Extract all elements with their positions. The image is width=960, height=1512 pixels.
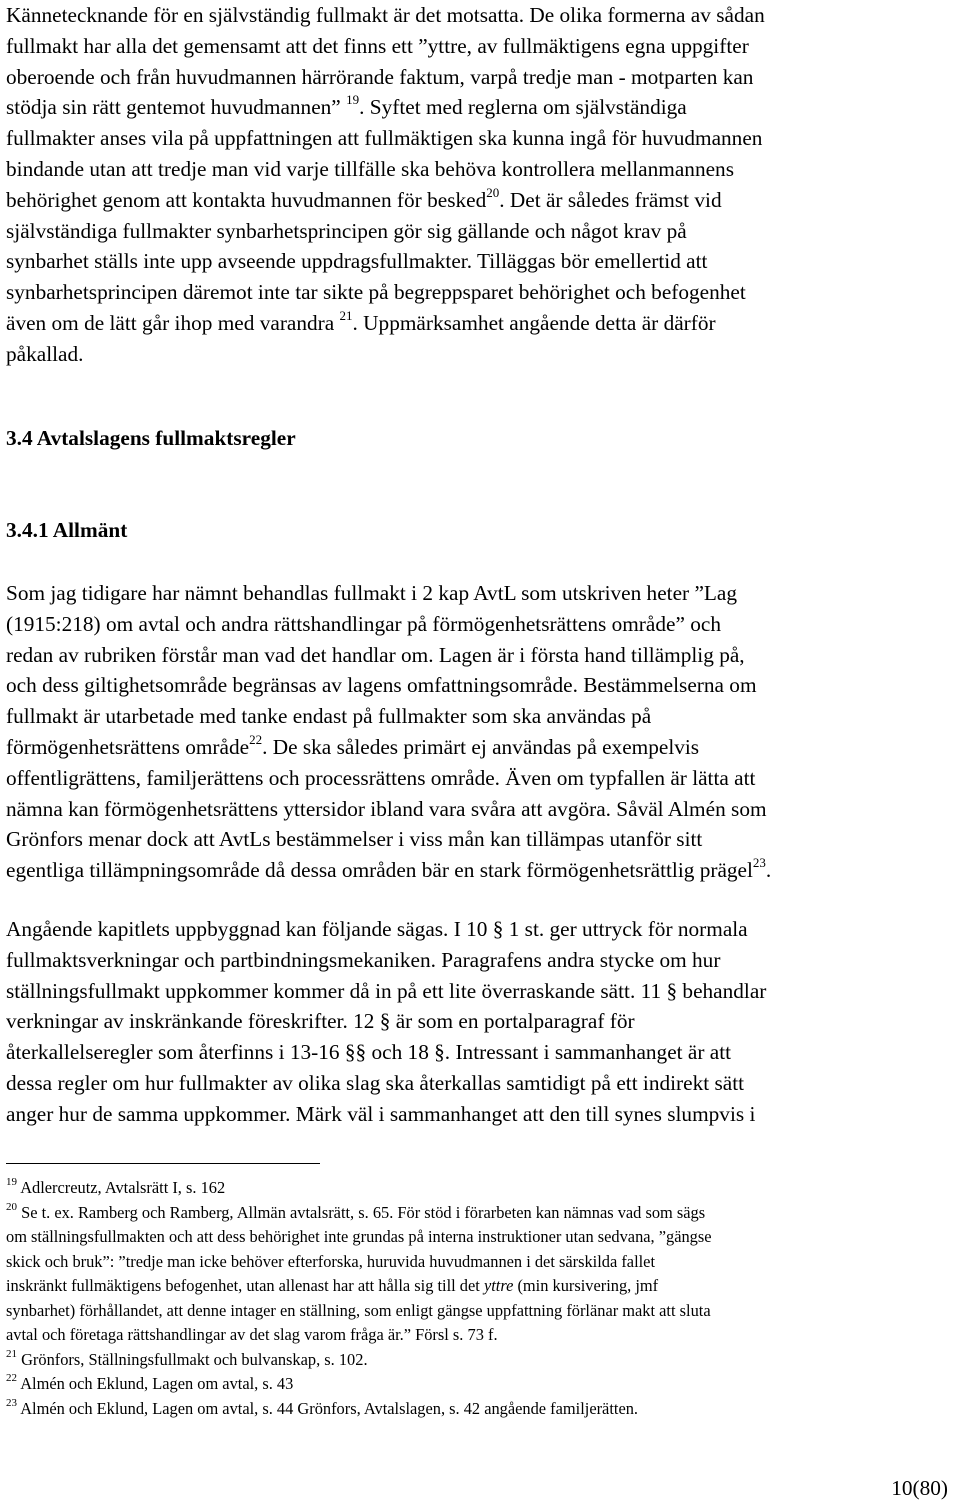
- text-segment: . Uppmärksamhet angående detta är därför: [352, 310, 716, 335]
- text-segment: . De ska således primärt ej användas på exempelvis: [262, 734, 700, 759]
- text-segment: egentliga tillämpningsområde då dessa områden bär en stark förmögenhetsrättlig prägel: [6, 858, 753, 883]
- text-line: synbarhet ställs inte upp avseende uppdragsfullmakter. Tilläggas bör emellertid att: [6, 249, 708, 274]
- text-segment: . Det är således främst vid: [499, 187, 722, 212]
- text-line: [6, 308, 954, 339]
- text-line: oberoende och från huvudmannen härrörande faktum, varpå tredje man - motparten kan: [6, 64, 754, 89]
- footnote-number: 20: [6, 1200, 17, 1213]
- text-line: Grönfors menar dock att AvtLs bestämmelser i viss mån kan tillämpas utanför sitt: [6, 827, 703, 852]
- footnote-text: (min kursivering, jmf: [513, 1276, 659, 1295]
- text-line: och dess giltighetsområde begränsas av lagens omfattningsområde. Bestämmelserna om: [6, 673, 757, 698]
- text-line: (1915:218) om avtal och andra rättshandlingar på förmögenhetsrättens område” och: [6, 611, 721, 636]
- text-line: påkallad.: [6, 341, 84, 366]
- text-line: [6, 732, 954, 763]
- footnote-text: Adlercreutz, Avtalsrätt I, s. 162: [17, 1178, 226, 1197]
- text-segment: förmögenhetsrättens område: [6, 734, 250, 759]
- footnote-19: [6, 1176, 956, 1201]
- text-line: fullmaktsverkningar och partbindningsmekaniken. Paragrafens andra stycke om hur: [6, 947, 721, 972]
- text-line: nämna kan förmögenhetsrättens yttersidor ibland vara svåra att avgöra. Såväl Almén som: [6, 796, 767, 821]
- paragraph-avtl-scope: [6, 578, 954, 886]
- page-number: 10(80): [891, 1476, 948, 1500]
- footnote-text: Se t. ex. Ramberg och Ramberg, Allmän avtalsrätt, s. 65. För stöd i förarbeten kan nämnas vad som sägs: [17, 1202, 706, 1222]
- footnote-number: 22: [6, 1372, 17, 1384]
- text-line: dessa regler om hur fullmakter av olika slag ska återkallas samtidigt på ett indirekt sätt: [6, 1070, 745, 1095]
- footnote-ref-23: 23: [752, 855, 766, 871]
- text-segment: behörighet genom att kontakta huvudmannen för besked: [6, 187, 487, 212]
- text-line: bindande utan att tredje man vid varje tillfälle ska behöva kontrollera mellanmannens: [6, 156, 734, 181]
- text-line: synbarhetsprincipen däremot inte tar sikte på begreppsparet behörighet och befogenhet: [6, 280, 746, 305]
- text-line: redan av rubriken förstår man vad det handlar om. Lagen är i första hand tillämplig på,: [6, 642, 745, 667]
- text-segment: . Syftet med reglerna om självständiga: [359, 95, 687, 120]
- text-line: Angående kapitlets uppbyggnad kan följande sägas. I 10 § 1 st. ger uttryck för normala: [6, 917, 748, 941]
- text-line: anger hur de samma uppkommer. Märk väl i sammanhanget att den till synes slumpvis i: [6, 1101, 756, 1126]
- footnote-number: 23: [6, 1396, 17, 1409]
- footnote-22: [6, 1372, 956, 1397]
- text-segment: .: [765, 858, 772, 883]
- text-line: [6, 855, 954, 886]
- text-line: återkallelseregler som återfinns i 13-16 §§ och 18 §. Intressant i sammanhanget är att: [6, 1040, 732, 1065]
- footnote-20-continued: avtal och företaga rättshandlingar av det slag varom fråga är.” Försl s. 73 f.: [6, 1325, 498, 1344]
- text-line: offentligrättens, familjerättens och processrättens område. Även om typfallen är lätta att: [6, 765, 756, 790]
- footnote-23: [6, 1397, 956, 1422]
- footnote-text: Grönfors, Ställningsfullmakt och bulvanskap, s. 102.: [17, 1349, 368, 1369]
- section-heading-3-4: 3.4 Avtalslagens fullmaktsregler: [6, 426, 296, 450]
- footnote-20-continued: [6, 1274, 956, 1299]
- text-line: verkningar av inskränkande föreskrifter. 12 § är som en portalparagraf för: [6, 1009, 635, 1034]
- footnote-separator: [6, 1163, 320, 1164]
- footnote-text: Almén och Eklund, Lagen om avtal, s. 44 Grönfors, Avtalslagen, s. 42 angående familjerätten.: [17, 1398, 639, 1418]
- footnote-ref-21: 21: [339, 307, 353, 323]
- text-line: fullmakt har alla det gemensamt att det finns ett ”yttre, av fullmäktigens egna uppgifter: [6, 33, 749, 58]
- footnote-20-continued: skick och bruk”: ”tredje man icke behöver efterforska, huruvida huvudmannen i det särskilda fallet: [6, 1251, 656, 1271]
- footnote-ref-19: 19: [346, 92, 360, 108]
- footnote-ref-22: 22: [249, 731, 263, 747]
- text-line: fullmakter anses vila på uppfattningen att fullmäktigen ska kunna ingå för huvudmannen: [6, 126, 763, 151]
- text-line: självständiga fullmakter synbarhetsprincipen gör sig gällande och något krav på: [6, 218, 687, 243]
- text-line: Kännetecknande för en självständig fullmakt är det motsatta. De olika formerna av sådan: [6, 3, 765, 27]
- text-line: [6, 92, 954, 123]
- footnotes: [6, 1176, 956, 1421]
- section-heading-3-4-1: 3.4.1 Allmänt: [6, 518, 128, 542]
- text-segment: stödja sin rätt gentemot huvudmannen”: [6, 95, 341, 120]
- text-line: ställningsfullmakt uppkommer kommer då in på ett lite överraskande sätt. 11 § behandlar: [6, 978, 767, 1003]
- footnote-text: Almén och Eklund, Lagen om avtal, s. 43: [17, 1374, 294, 1393]
- text-line: [6, 185, 954, 216]
- footnote-20: [6, 1201, 956, 1226]
- footnote-number: 19: [6, 1176, 17, 1188]
- text-line: Som jag tidigare har nämnt behandlas fullmakt i 2 kap AvtL som utskriven heter ”Lag: [6, 581, 738, 605]
- paragraph-chapter-structure: [6, 914, 954, 1130]
- footnote-text: inskränkt fullmäktigens befogenhet, utan allenast har att hålla sig till det: [6, 1276, 484, 1295]
- footnote-ref-20: 20: [486, 184, 500, 200]
- footnote-number: 21: [6, 1347, 17, 1360]
- footnote-20-continued: om ställningsfullmakten och att dess behörighet inte grundas på interna instruktioner utan sedvana, ”gängse: [6, 1227, 712, 1246]
- footnote-21: [6, 1348, 956, 1373]
- paragraph-fullmakt-types: [6, 0, 954, 370]
- text-line: fullmakt är utarbetade med tanke endast på fullmakter som ska användas på: [6, 704, 652, 729]
- text-segment: även om de lätt går ihop med varandra: [6, 310, 335, 335]
- italic-term: yttre: [483, 1276, 514, 1295]
- footnote-20-continued: synbarhet) förhållandet, att denne intager en ställning, som enligt gängse uppfattning förlänar makt att sluta: [6, 1300, 711, 1320]
